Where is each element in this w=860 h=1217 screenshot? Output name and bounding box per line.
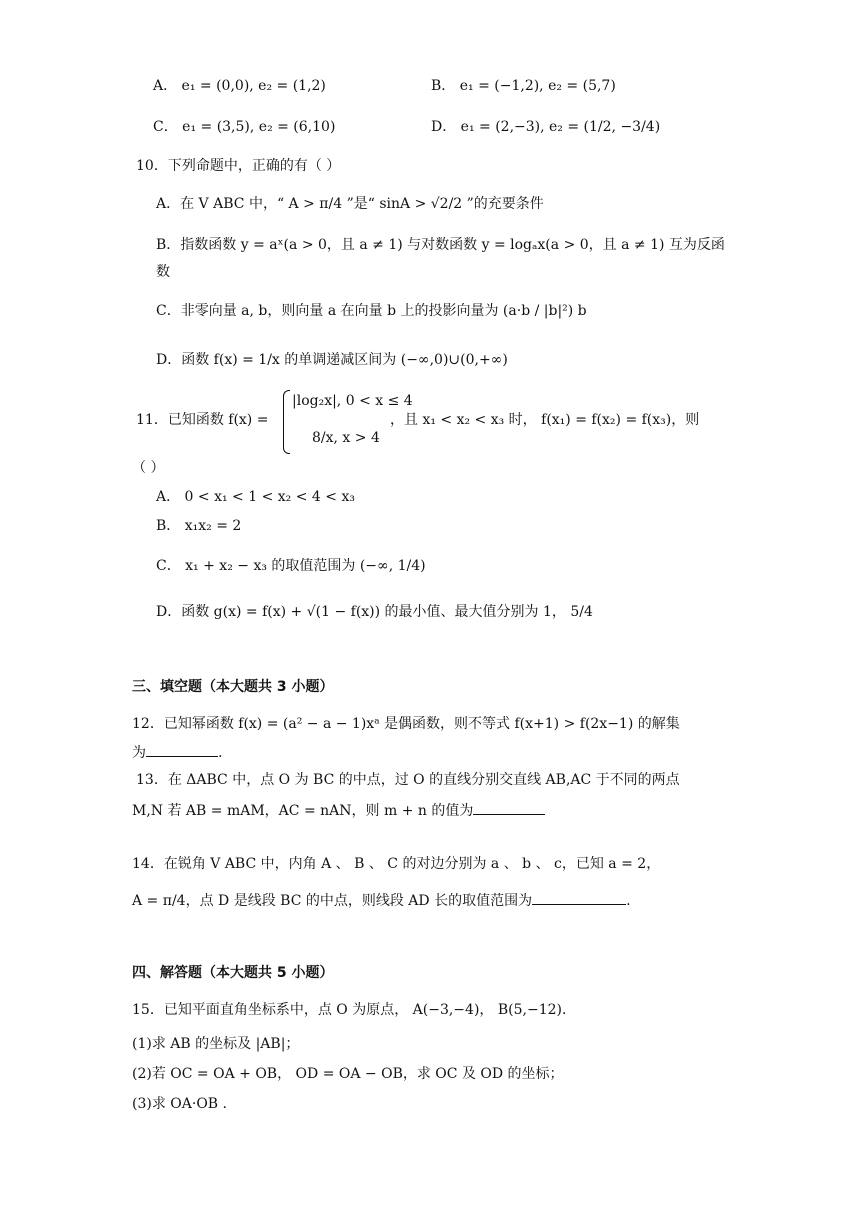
q11-option-b: B． x₁x₂ = 2 <box>156 518 242 534</box>
q11-option-d: D．函数 g(x) = f(x) + √(1 − f(x)) 的最小值、最大值分别为 1， 5/4 <box>156 604 593 620</box>
q9-option-c: C． e₁ = (3,5), e₂ = (6,10) <box>153 119 336 135</box>
q11-answer-paren: （ ） <box>132 460 165 476</box>
q15-part-1: (1)求 AB 的坐标及 |AB|； <box>132 1036 300 1052</box>
q14-answer-blank[interactable] <box>532 890 626 905</box>
q13-answer-blank[interactable] <box>473 800 545 815</box>
q12-line-2: 为 . <box>132 742 222 763</box>
q9-option-b: B． e₁ = (−1,2), e₂ = (5,7) <box>431 78 616 94</box>
q10-option-b-line1: B．指数函数 y = aˣ(a > 0，且 a ≠ 1) 与对数函数 y = logₐx(a > 0，且 a ≠ 1) 互为反函 <box>156 237 725 253</box>
q15-stem: 15．已知平面直角坐标系中，点 O 为原点， A(−3,−4)， B(5,−12)． <box>132 1002 576 1018</box>
q10-stem: 10．下列命题中，正确的有（ ） <box>136 158 341 174</box>
q11-option-c: C． x₁ + x₂ − x₃ 的取值范围为 (−∞, 1/4) <box>156 558 426 574</box>
q15-part-3: (3)求 OA·OB . <box>132 1096 227 1112</box>
q11-stem-right: ，且 x₁ < x₂ < x₃ 时， f(x₁) = f(x₂) = f(x₃)，则 <box>390 412 700 428</box>
q9-option-d: D． e₁ = (2,−3), e₂ = (1/2, −3/4) <box>431 119 661 135</box>
q11-option-a: A． 0 < x₁ < 1 < x₂ < 4 < x₃ <box>156 489 355 505</box>
section-solution-title: 四、解答题（本大题共 5 小题） <box>132 965 334 981</box>
q10-option-b-line2: 数 <box>156 264 170 280</box>
q12-line-1: 12．已知幂函数 f(x) = (a² − a − 1)xᵃ 是偶函数，则不等式 f(x+1) > f(2x−1) 的解集 <box>132 716 680 732</box>
q11-stem-left: 11．已知函数 f(x) = <box>136 412 269 428</box>
q13-line-2: M,N 若 AB = mAM，AC = nAN，则 m + n 的值为 <box>132 800 545 821</box>
q11-piece-1: |log₂x|, 0 < x ≤ 4 <box>292 393 413 409</box>
q12-answer-blank[interactable] <box>146 742 218 757</box>
q14-line-1: 14．在锐角 V ABC 中，内角 A 、 B 、 C 的对边分别为 a 、 b 、 c，已知 a = 2， <box>132 856 661 872</box>
q11-piece-2: 8/x, x > 4 <box>312 430 380 446</box>
q13-line-1: 13．在 ΔABC 中，点 O 为 BC 的中点，过 O 的直线分别交直线 AB,AC 于不同的两点 <box>136 772 680 788</box>
piecewise-brace <box>283 390 290 454</box>
q10-option-d: D．函数 f(x) = 1/x 的单调递减区间为 (−∞,0)∪(0,+∞) <box>156 352 508 368</box>
q10-option-a: A．在 V ABC 中，“ A > π/4 ”是“ sinA > √2/2 ”的充要条件 <box>156 196 544 212</box>
q14-line-2: A = π/4，点 D 是线段 BC 的中点，则线段 AD 长的取值范围为 . <box>132 890 631 911</box>
section-fill-in-blank-title: 三、填空题（本大题共 3 小题） <box>132 679 334 695</box>
q15-part-2: (2)若 OC = OA + OB， OD = OA − OB，求 OC 及 OD 的坐标； <box>132 1066 564 1082</box>
q10-option-c: C．非零向量 a, b，则向量 a 在向量 b 上的投影向量为 (a·b / |b|²) b <box>156 303 587 319</box>
q9-option-a: A． e₁ = (0,0), e₂ = (1,2) <box>153 78 326 94</box>
